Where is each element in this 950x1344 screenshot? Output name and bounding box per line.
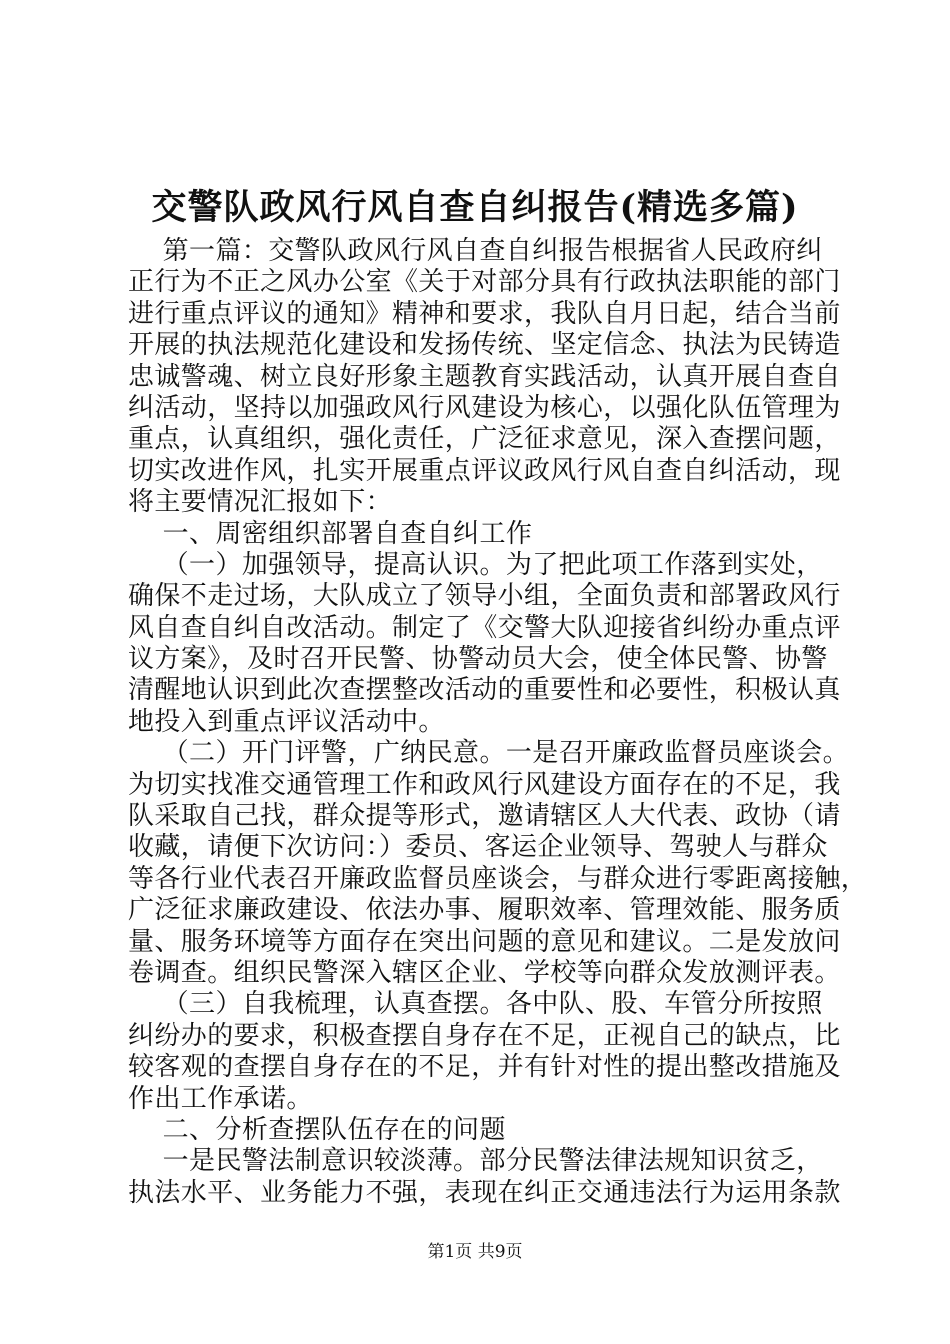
- document-title: 交警队政风行风自查自纠报告(精选多篇): [151, 187, 799, 228]
- body-line: 忠诚警魂、树立良好形象主题教育实践活动，认真开展自查自: [128, 361, 841, 392]
- body-line: 纠纷办的要求，积极查摆自身存在不足，正视自己的缺点，比: [128, 1020, 841, 1051]
- body-line: 收藏，请便下次访问：）委员、客运企业领导、驾驶人与群众: [128, 832, 828, 863]
- body-line: 广泛征求廉政建设、依法办事、履职效率、管理效能、服务质: [128, 895, 841, 926]
- body-line: 切实改进作风，扎实开展重点评议政风行风自查自纠活动，现: [128, 455, 841, 486]
- page-number-footer: 第1页 共9页: [427, 1242, 523, 1262]
- document-body: [128, 236, 868, 1209]
- body-line: 较客观的查摆自身存在的不足，并有针对性的提出整改措施及: [128, 1052, 841, 1083]
- body-line: 正行为不正之风办公室《关于对部分具有行政执法职能的部门: [128, 267, 841, 298]
- body-line: 卷调查。组织民警深入辖区企业、学校等向群众发放测评表。: [128, 957, 841, 988]
- body-line: 风自查自纠自改活动。制定了《交警大队迎接省纠纷办重点评: [128, 612, 841, 643]
- section-heading: 一、周密组织部署自查自纠工作: [128, 518, 533, 549]
- body-line: 重点，认真组织，强化责任，广泛征求意见，深入查摆问题，: [128, 424, 841, 455]
- section-heading: 二、分析查摆队伍存在的问题: [128, 1114, 506, 1145]
- body-line: 一是民警法制意识较淡薄。部分民警法律法规知识贫乏，: [128, 1146, 823, 1177]
- body-line: 将主要情况汇报如下：: [128, 487, 393, 518]
- body-line: 地投入到重点评议活动中。: [128, 706, 445, 737]
- body-line: 进行重点评议的通知》精神和要求，我队自月日起，结合当前: [128, 298, 841, 329]
- body-line: （二）开门评警，广纳民意。一是召开廉政监督员座谈会。: [128, 738, 850, 769]
- body-line: 开展的执法规范化建设和发扬传统、坚定信念、执法为民铸造: [128, 330, 841, 361]
- body-line: 清醒地认识到此次查摆整改活动的重要性和必要性，积极认真: [128, 675, 841, 706]
- body-line: 作出工作承诺。: [128, 1083, 313, 1114]
- body-line: 为切实找准交通管理工作和政风行风建设方面存在的不足，我: [128, 769, 841, 800]
- body-line: 执法水平、业务能力不强，表现在纠正交通违法行为运用条款: [128, 1177, 841, 1208]
- body-line: 议方案》，及时召开民警、协警动员大会，使全体民警、协警: [128, 644, 828, 675]
- body-line: （一）加强领导，提高认识。为了把此项工作落到实处，: [128, 549, 823, 580]
- body-line: （三）自我梳理，认真查摆。各中队、股、车管分所按照: [128, 989, 823, 1020]
- body-line: 第一篇：交警队政风行风自查自纠报告根据省人民政府纠: [128, 236, 823, 266]
- body-line: 量、服务环境等方面存在突出问题的意见和建议。二是发放问: [128, 926, 841, 957]
- body-line: 纠活动，坚持以加强政风行风建设为核心，以强化队伍管理为: [128, 392, 841, 423]
- body-line: 确保不走过场，大队成立了领导小组，全面负责和部署政风行: [128, 581, 841, 612]
- body-line: 等各行业代表召开廉政监督员座谈会，与群众进行零距离接触，: [128, 863, 868, 894]
- body-line: 队采取自己找，群众提等形式，邀请辖区人大代表、政协（请: [128, 801, 841, 832]
